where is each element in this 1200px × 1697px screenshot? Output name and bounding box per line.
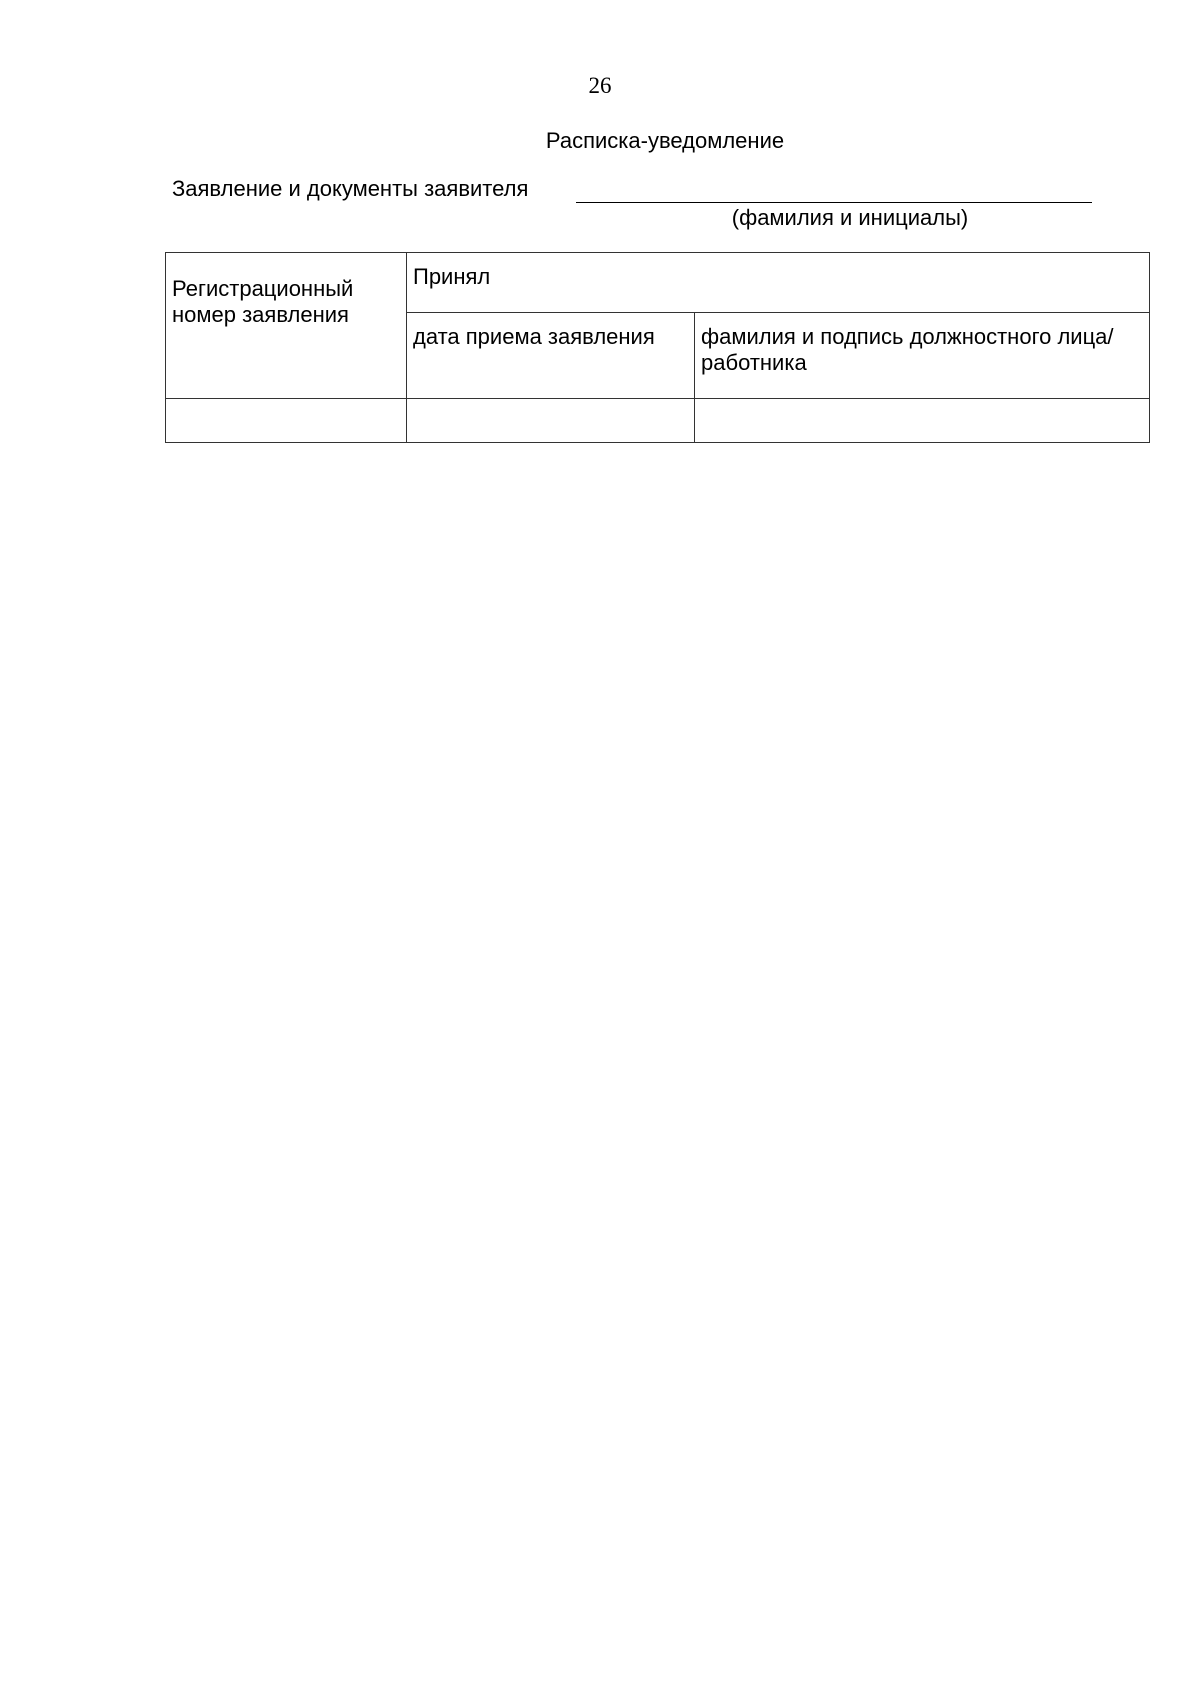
official-cell[interactable] [695,399,1150,443]
applicant-name-blank[interactable] [576,202,1092,203]
table-row [166,399,1150,443]
date-cell[interactable] [407,399,695,443]
document-title: Расписка-уведомление [545,128,785,153]
receipt-table [165,252,1150,443]
applicant-name-hint: (фамилия и инициалы) [731,205,969,230]
applicant-line [172,176,1092,206]
accepted-header: Принял [407,253,1150,313]
page-number: 26 [588,73,612,98]
date-header: дата приема заявления [407,313,695,399]
official-header: фамилия и подпись должностного лица/работника [695,313,1150,399]
applicant-label: Заявление и документы заявителя [172,176,529,201]
table-header-row [166,253,1150,313]
reg-number-header: Регистрационный номер заявления [166,253,407,399]
reg-number-cell[interactable] [166,399,407,443]
